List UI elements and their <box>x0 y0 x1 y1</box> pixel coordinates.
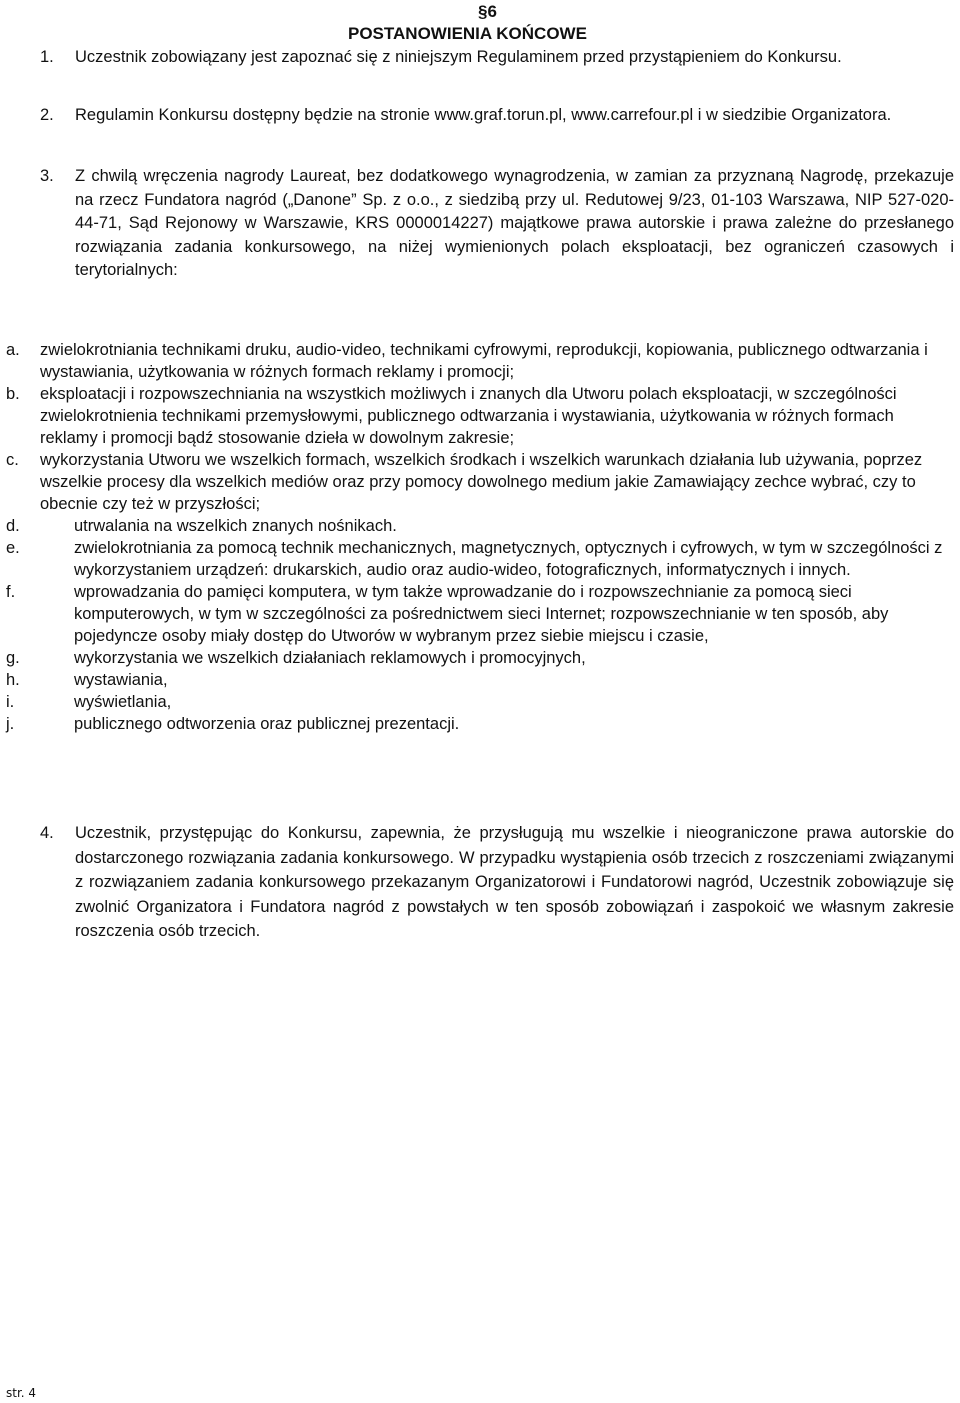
list-item-text: zwielokrotniania technikami druku, audio-video, technikami cyfrowymi, reprodukcji, kopiowania, publicznego odtwarzania i wystawiania, użytkowania w różnych formach reklamy i promocji; <box>40 341 928 381</box>
section-number: §6 <box>478 2 497 21</box>
item-number: 4. <box>40 824 54 842</box>
list-item-text: zwielokrotniania za pomocą technik mechanicznych, magnetycznych, optycznych i cyfrowych, w tym w szczególności z wykorzystaniem urządzeń: drukarskich, audio oraz audio-wideo, fotograficznych, informatycznych i innych. <box>74 539 943 579</box>
list-item-label: c. <box>6 451 19 469</box>
list-item-text: wykorzystania we wszelkich działaniach reklamowych i promocyjnych, <box>74 649 586 667</box>
list-item-text: wprowadzania do pamięci komputera, w tym także wprowadzanie do i rozpowszechnianie za pomocą sieci komputerowych, w tym w szczególności za pośrednictwem sieci Internet; rozpowszechnianie w ten sposób, aby pojedyncze osoby miały dostęp do Utworów w wybranym przez siebie miejscu i czasie, <box>74 583 889 645</box>
numbered-item-3 <box>40 165 954 283</box>
item-text: Uczestnik, przystępując do Konkursu, zapewnia, że przysługują mu wszelkie i nieograniczone prawa autorskie do dostarczonego rozwiązania zadania konkursowego. W przypadku wystąpienia osób trzecich z roszczeniami związanymi z rozwiązaniem zadania konkursowego przekazanym Organizatorowi i Fundatorowi nagród, Uczestnik zobowiązuje się zwolnić Organizatora i Fundatora nagród z powstałych w ten sposób zobowiązań i zaspokoić we własnym zakresie roszczenia osób trzecich. <box>75 824 954 940</box>
exploitation-fields-list <box>6 339 956 735</box>
list-item <box>6 383 956 449</box>
list-item-label: h. <box>6 671 20 689</box>
list-item <box>6 449 956 515</box>
list-item-label: a. <box>6 341 20 359</box>
list-item <box>6 713 956 735</box>
list-item <box>6 581 956 647</box>
list-item <box>6 339 956 383</box>
list-item-label: e. <box>6 539 20 557</box>
item-number: 2. <box>40 106 54 124</box>
list-item <box>6 669 956 691</box>
list-item <box>6 537 956 581</box>
list-item-text: wystawiania, <box>74 671 168 689</box>
item-text: Uczestnik zobowiązany jest zapoznać się z niniejszym Regulaminem przed przystąpieniem do Konkursu. <box>75 48 842 66</box>
item-number: 3. <box>40 167 54 185</box>
list-item-label: j. <box>6 715 15 733</box>
list-item-text: utrwalania na wszelkich znanych nośnikach. <box>74 517 397 535</box>
list-item-text: wykorzystania Utworu we wszelkich formach, wszelkich środkach i wszelkich warunkach działania lub używania, poprzez wszelkie procesy dla wszelkich mediów oraz przy pomocy dowolnego medium jakie Zamawiający zechce wybrać, czy to obecnie czy też w przyszłości; <box>40 451 923 513</box>
list-item-text: wyświetlania, <box>74 693 172 711</box>
list-item-label: g. <box>6 649 20 667</box>
item-text: Z chwilą wręczenia nagrody Laureat, bez dodatkowego wynagrodzenia, w zamian za przyznaną Nagrodę, przekazuje na rzecz Fundatora nagród („Danone” Sp. z o.o., z siedzibą przy ul. Redutowej 9/23, 01-103 Warszawa, NIP 527-020-44-71, Sąd Rejonowy w Warszawie, KRS 0000014227) majątkowe prawa autorskie i prawa zależne do przesłanego rozwiązania zadania konkursowego, na niżej wymienionych polach eksploatacji, bez ograniczeń czasowych i terytorialnych: <box>75 167 954 279</box>
numbered-item-2 <box>40 104 954 128</box>
section-title: POSTANOWIENIA KOŃCOWE <box>348 24 587 43</box>
list-item <box>6 691 956 713</box>
list-item-label: i. <box>6 693 15 711</box>
list-item <box>6 515 956 537</box>
list-item <box>6 647 956 669</box>
list-item-label: b. <box>6 385 20 403</box>
list-item-text: publicznego odtworzenia oraz publicznej prezentacji. <box>74 715 460 733</box>
list-item-text: eksploatacji i rozpowszechniania na wszystkich możliwych i znanych dla Utworu polach eksploatacji, w szczególności zwielokrotnienia technikami przemysłowymi, publicznego odtwarzania i wystawiania, użytkowania w różnych formach reklamy i promocji bądź stosowanie dzieła w dowolnym zakresie; <box>40 385 897 447</box>
numbered-item-4 <box>40 821 954 944</box>
list-item-label: f. <box>6 583 16 601</box>
page-number: str. 4 <box>6 1386 37 1400</box>
item-text: Regulamin Konkursu dostępny będzie na stronie www.graf.torun.pl, www.carrefour.pl i w siedzibie Organizatora. <box>75 106 892 124</box>
list-item-label: d. <box>6 517 20 535</box>
numbered-item-1 <box>40 46 954 70</box>
item-number: 1. <box>40 48 54 66</box>
